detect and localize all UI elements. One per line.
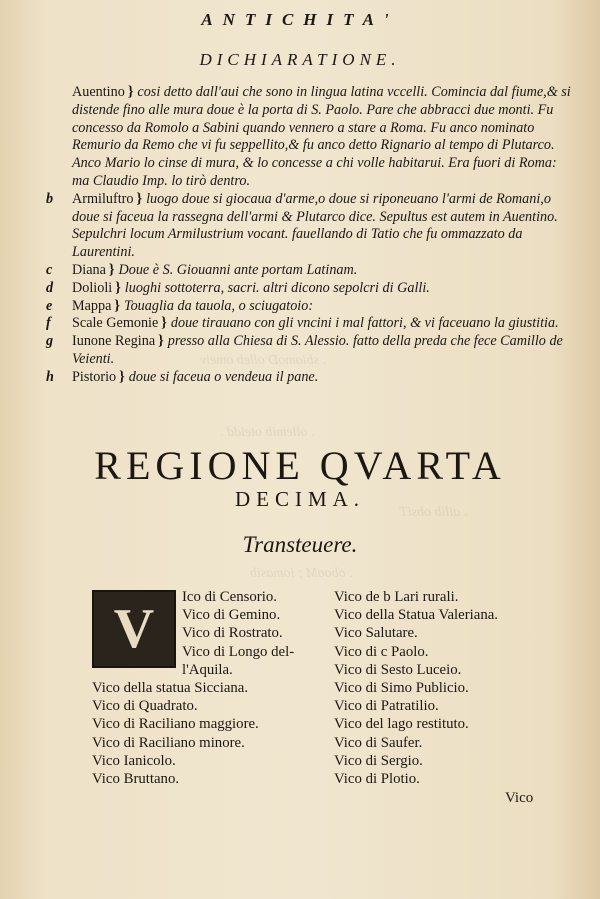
gloss-entry: Auentino } cosi detto dall'aui che sono in lingua latina vccelli. Comincia dal fiume,& si distende fino alle mura doue è la porta di S. Paolo. Pare che abbracci due monti. Fu concesso da Romolo a Sabini quando vennero a stare a Roma. Fu anco nominato Remurio da Remo che vi fu seppellito,& fu anco detto Rignario al tempo di Plutarco. Anco Mario lo cinse di mura, & lo concesse a chi volle habitarui. Era fuori di Roma: ma Claudio Imp. lo tirò dentro. — [72, 84, 571, 189]
gloss-desc: cosi detto dall'aui che sono in lingua latina vccelli. Comincia dal fiume,& si distende fino alle mura doue è la porta di S. Paolo. Pare che abbracci due monti. Fu concesso da Romolo a Sabini quando vennero a stare a Roma. Fu anco nominato Remurio da Remo che vi fu seppellito,& fu anco detto Rignario al tempo di Plutarco. Anco Mario lo cinse di mura, & lo concesse a chi volle habitarui. Era fuori di Roma: ma Claudio Imp. lo tirò dentro. — [72, 84, 571, 189]
list-item: Vico di Sergio. — [334, 752, 423, 769]
list-item: Vico di Gemino. — [182, 607, 281, 624]
vici-list-right — [334, 588, 498, 788]
list-item: Vico de b Lari rurali. — [334, 589, 459, 605]
gloss-term: Dolioli — [72, 279, 113, 296]
list-item: Vico Ianicolo. — [92, 752, 176, 769]
list-item: l'Aquila. — [182, 661, 233, 678]
list-item: Vico di Longo del- — [182, 643, 295, 660]
list-item: Vico Salutare. — [334, 625, 418, 642]
gloss-entry: g Iunone Regina } presso alla Chiesa di S. Alessio. fatto della preda che fece Camillo de Veienti. — [46, 333, 563, 367]
gloss-desc: doue tirauano con gli vncini i mal fattori, & vi faceuano la giustitia. — [170, 315, 559, 332]
gloss-entry: b Armiluftro } luogo doue si giocaua d'arme,o doue si riponeuano l'armi de Romani,o doue si faceua la rassegna dell'armi & Plutarco dice. Sepultus est autem in Auentino. Sepulchri locum Armilustrium vocant. fauellando di Tatio che fu ommazzato da Laurentini. — [46, 190, 558, 261]
gloss-marker: d — [46, 279, 54, 296]
catchword: Vico — [505, 790, 534, 806]
gloss-desc: luogo doue si giocaua d'arme,o doue si riponeuano l'armi de Romani,o doue si faceua la rassegna dell'armi & Plutarco dice. Sepultus est autem in Auentino. Sepulchri locum Armilustrium vocant. fauellando di Tatio che fu ommazzato da Laurentini. — [72, 190, 558, 261]
list-item: Vico Bruttano. — [92, 771, 180, 788]
gloss-desc: doue si faceua o vendeua il pane. — [128, 368, 319, 385]
running-head: ANTICHITA' — [201, 10, 399, 29]
gloss-entry: e Mappa } Touaglia da tauola, o sciugatoio: — [46, 297, 314, 314]
gloss-marker: f — [46, 315, 51, 332]
list-item: Vico della statua Sicciana. — [92, 680, 249, 696]
gloss-desc: Touaglia da tauola, o sciugatoio: — [124, 297, 314, 314]
gloss-marker: c — [46, 261, 53, 278]
gloss-entry: c Diana } Doue è S. Giouanni ante portam Latinam. — [46, 261, 358, 278]
gloss-term: Scale Gemonie — [72, 315, 159, 332]
list-item: Vico di Patratilio. — [334, 698, 439, 715]
list-item: Vico di Quadrato. — [92, 698, 198, 715]
show-through-text: . ailib obsiT — [400, 505, 468, 520]
gloss-term: Armiluftro — [72, 190, 134, 207]
gloss-marker: h — [46, 368, 54, 385]
list-item: Vico del lago restituto. — [334, 716, 469, 733]
list-item: Vico di Raciliano minore. — [92, 734, 245, 751]
gloss-desc: presso alla Chiesa di S. Alessio. fatto della preda che fece Camillo de Veienti. — [72, 333, 563, 367]
region-name: Transteuere. — [242, 532, 358, 557]
gloss-entry: d Dolioli } luoghi sottoterra, sacri. altri dicono sepolcri di Galli. — [46, 279, 430, 296]
gloss-term: Diana — [72, 261, 106, 278]
show-through-text: . obooM ; iomasib — [250, 566, 353, 581]
region-subtitle: DECIMA. — [234, 487, 366, 511]
show-through-text: . ollemib oteidd . — [220, 425, 315, 440]
gloss-term: Iunone Regina — [72, 333, 156, 350]
list-item: Vico della Statua Valeriana. — [334, 607, 499, 624]
drop-initial: V — [92, 590, 176, 668]
gloss-desc: luoghi sottoterra, sacri. altri dicono sepolcri di Galli. — [124, 279, 430, 296]
list-item: Vico di Rostrato. — [182, 625, 283, 642]
gloss-marker: b — [46, 190, 54, 207]
gloss-section — [46, 84, 572, 387]
vici-list-left-bottom — [92, 679, 259, 788]
list-item: Vico di Raciliano maggiore. — [92, 716, 259, 733]
gloss-entry: f Scale Gemonie } doue tirauano con gli vncini i mal fattori, & vi faceuano la giustitia. — [46, 315, 559, 332]
gloss-desc: Doue è S. Giouanni ante portam Latinam. — [118, 261, 358, 278]
gloss-marker: e — [46, 297, 53, 314]
region-title: REGIONE QVARTA — [94, 443, 506, 488]
section-head: DICHIARATIONE. — [199, 50, 401, 69]
gloss-entry: h Pistorio } doue si faceua o vendeua il pane. — [46, 368, 319, 385]
gloss-term: Mappa — [72, 297, 112, 314]
show-through-text: . sbiomoD olleb omeiv — [200, 353, 326, 368]
gloss-term: Auentino — [72, 84, 125, 100]
list-item: Vico di Simo Publicio. — [334, 680, 469, 697]
list-item: Ico di Censorio. — [182, 589, 277, 605]
vici-list-left-top — [182, 588, 294, 679]
gloss-marker: g — [46, 333, 54, 350]
list-item: Vico di Sesto Luceio. — [334, 661, 462, 678]
gloss-term: Pistorio — [72, 368, 117, 385]
list-item: Vico di c Paolo. — [334, 643, 429, 660]
list-item: Vico di Saufer. — [334, 734, 423, 751]
list-item: Vico di Plotio. — [334, 771, 420, 788]
